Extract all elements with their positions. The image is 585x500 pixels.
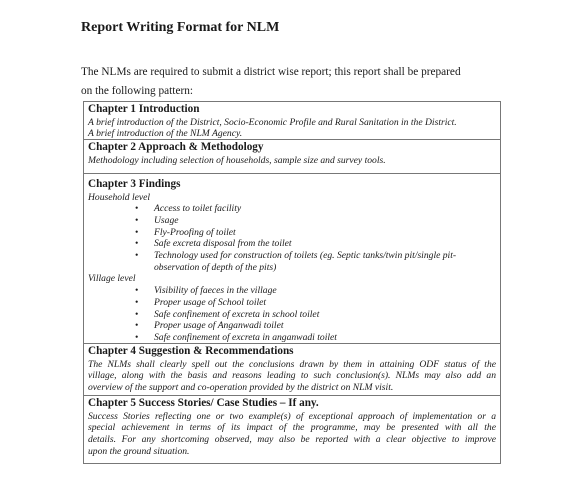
household-level-label: Household level (88, 191, 151, 203)
chapter-2-section (84, 140, 500, 174)
list-item (88, 320, 496, 332)
chapter-4-title: Chapter 4 Suggestion & Recommendations (88, 345, 294, 357)
list-item-text: Proper usage of Anganwadi toilet (154, 320, 284, 332)
bullet-icon: • (135, 296, 139, 308)
bullet-icon: • (135, 226, 139, 238)
village-level-label: Village level (88, 273, 136, 285)
bullet-icon: • (135, 250, 139, 262)
bullet-icon: • (135, 214, 139, 226)
list-item-text: Safe confinement of excreta in anganwadi toilet (154, 331, 337, 343)
chapter-3-title: Chapter 3 Findings (88, 178, 181, 190)
list-item (88, 250, 496, 273)
list-item (88, 203, 496, 215)
intro-paragraph (81, 63, 511, 101)
household-findings-list (88, 203, 496, 273)
chapter-1-line: A brief introduction of the District, Socio-Economic Profile and Rural Sanitation in the District. (88, 116, 457, 128)
report-format-table (83, 101, 501, 464)
chapter-4-line: The NLMs shall clearly spell out the conclusions drawn by them in attaining ODF status of the (88, 358, 496, 370)
list-item-text: Access to toilet facility (154, 203, 242, 215)
bullet-icon: • (135, 238, 139, 250)
list-item (88, 332, 496, 344)
intro-line: The NLMs are required to submit a district wise report; this report shall be prepared (81, 66, 461, 78)
chapter-1-section (84, 102, 500, 140)
bullet-icon: • (135, 320, 139, 332)
chapter-5-line: details. For any shortcoming observed, may also be reported with a clear objective to improve (88, 433, 496, 445)
chapter-1-title: Chapter 1 Introduction (88, 103, 200, 115)
chapter-2-title: Chapter 2 Approach & Methodology (88, 141, 264, 153)
list-item-text: Technology used for construction of toilets (eg. Septic tanks/twin pit/single pit- (154, 250, 457, 262)
bullet-icon: • (135, 285, 139, 297)
bullet-icon: • (135, 331, 139, 343)
list-item (88, 297, 496, 309)
chapter-4-section (84, 344, 500, 396)
chapter-3-section (84, 174, 500, 344)
list-item-text: Safe excreta disposal from the toilet (154, 238, 292, 250)
chapter-5-title: Chapter 5 Success Stories/ Case Studies – If any. (88, 397, 319, 409)
list-item-text: Proper usage of School toilet (154, 296, 267, 308)
list-item (88, 309, 496, 321)
page-title: Report Writing Format for NLM (81, 20, 280, 35)
list-item (88, 285, 496, 297)
intro-line: on the following pattern: (81, 85, 194, 97)
list-item-text: observation of depth of the pits) (154, 261, 277, 273)
village-findings-list (88, 285, 496, 344)
list-item (88, 238, 496, 250)
bullet-icon: • (135, 203, 139, 215)
list-item-text: Safe confinement of excreta in school toilet (154, 308, 320, 320)
chapter-5-line: special achievement in terms of its impact of the programme, may be presented with all the (88, 422, 496, 434)
chapter-4-line: village, along with the basis and reasons leading to such conclusion(s). NLMs may also add an (88, 370, 496, 382)
list-item (88, 215, 496, 227)
chapter-5-line: Success Stories reflecting one or two example(s) of exceptional approach of implementation or a (88, 410, 496, 422)
bullet-icon: • (135, 308, 139, 320)
chapter-2-line: Methodology including selection of households, sample size and survey tools. (88, 154, 386, 166)
list-item-text: Visibility of faeces in the village (154, 285, 277, 297)
chapter-5-line: upon the ground situation. (88, 445, 190, 457)
list-item-text: Usage (154, 214, 179, 226)
chapter-4-line: overview of the support and co-operation provided by the district on NLM visit. (88, 381, 394, 393)
list-item (88, 227, 496, 239)
list-item-text: Fly-Proofing of toilet (154, 226, 236, 238)
chapter-5-section (84, 396, 500, 464)
chapter-1-line: A brief introduction of the NLM Agency. (88, 128, 243, 140)
